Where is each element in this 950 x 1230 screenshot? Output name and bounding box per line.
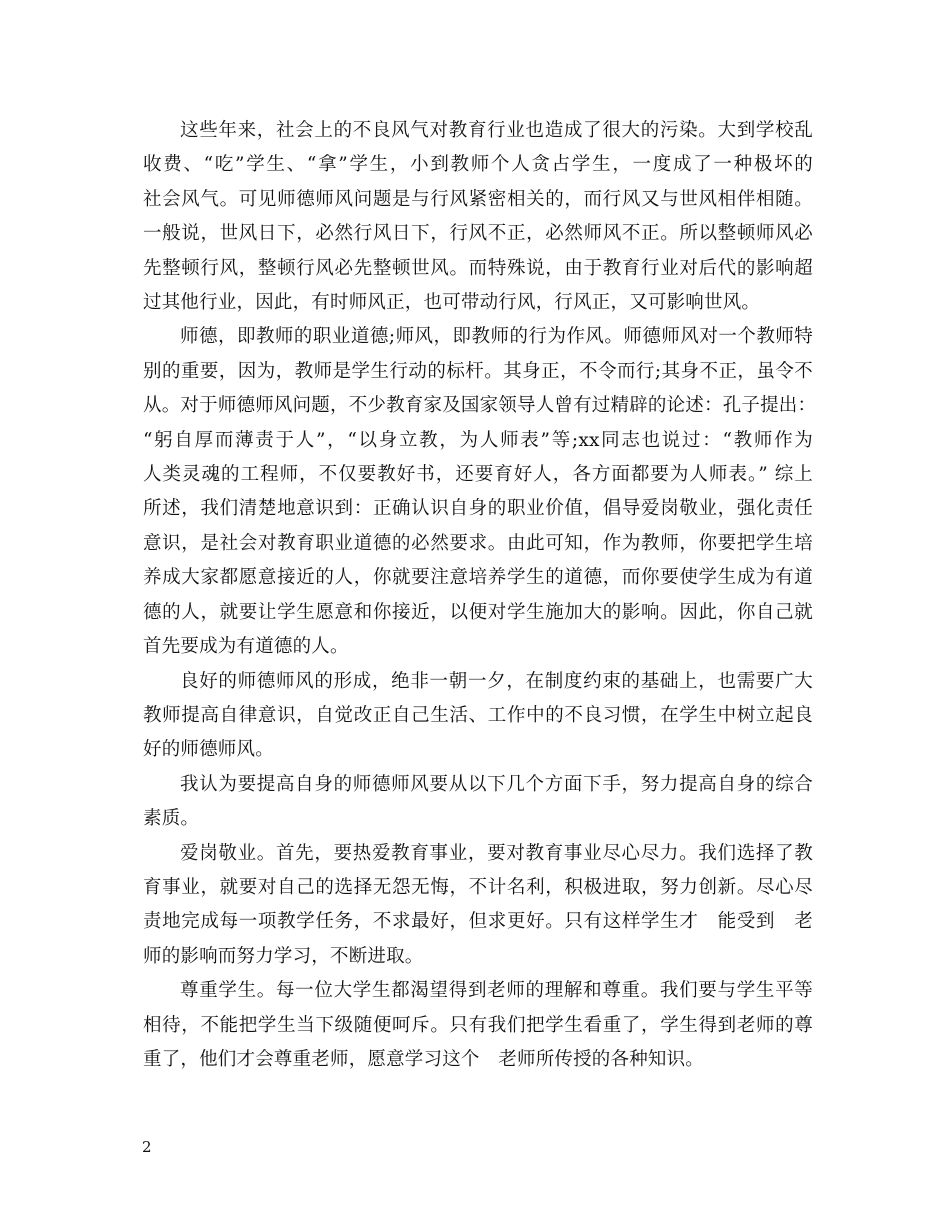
text-line: 责地完成每一项教学任务，不求最好，但求更好。只有这样学生才 能受到 老 <box>143 911 813 933</box>
text-line: 首先要成为有道德的人。 <box>143 636 349 658</box>
text-line: 养成大家都愿意接近的人，你就要注意培养学生的道德，而你要使学生成为有道 <box>143 567 813 589</box>
text-line: 好的师德师风。 <box>143 739 274 761</box>
text-line: 过其他行业，因此，有时师风正，也可带动行风，行风正，又可影响世风。 <box>143 292 761 314</box>
paragraph <box>143 320 817 664</box>
text-line: 社会风气。可见师德师风问题是与行风紧密相关的，而行风又与世风相伴相随。 <box>143 188 813 210</box>
text-line: 爱岗敬业。首先，要热爱教育事业，要对教育事业尽心尽力。我们选择了教 <box>180 842 813 864</box>
text-line: 所述，我们清楚地意识到：正确认识自身的职业价值，倡导爱岗敬业，强化责任 <box>143 498 813 520</box>
text-line: 收费、“吃”学生、“拿”学生，小到教师个人贪占学生，一度成了一种极坏的 <box>143 154 813 176</box>
paragraph <box>143 974 813 1077</box>
paragraph <box>143 114 813 320</box>
text-line: 德的人，就要让学生愿意和你接近，以便对学生施加大的影响。因此，你自己就 <box>143 601 813 623</box>
text-line: 师德，即教师的职业道德;师风，即教师的行为作风。师德师风对一个教师特 <box>180 326 813 348</box>
body-text <box>143 114 817 1077</box>
paragraph <box>143 837 813 975</box>
paragraph <box>143 665 813 768</box>
paragraph <box>143 768 813 837</box>
text-line: “躬自厚而薄责于人”，“以身立教，为人师表”等;xx同志也说过：“教师作为 <box>143 429 813 451</box>
text-line: 良好的师德师风的形成，绝非一朝一夕，在制度约束的基础上，也需要广大 <box>180 670 813 692</box>
text-line: 素质。 <box>143 808 200 830</box>
text-line: 别的重要，因为，教师是学生行动的标杆。其身正，不令而行;其身不正，虽令不 <box>143 360 813 382</box>
text-line: 先整顿行风，整顿行风必先整顿世风。而特殊说，由于教育行业对后代的影响超 <box>143 257 813 279</box>
page-number: 2 <box>142 1138 152 1156</box>
text-line: 尊重学生。每一位大学生都渴望得到老师的理解和尊重。我们要与学生平等 <box>180 980 813 1002</box>
text-line: 人类灵魂的工程师，不仅要教好书，还要育好人，各方面都要为人师表。” 综上 <box>143 464 813 486</box>
text-line: 我认为要提高自身的师德师风要从以下几个方面下手，努力提高自身的综合 <box>180 773 813 795</box>
text-line: 重了，他们才会尊重老师，愿意学习这个 老师所传授的各种知识。 <box>143 1048 705 1070</box>
text-line: 一般说，世风日下，必然行风日下，行风不正，必然师风不正。所以整顿师风必 <box>143 223 813 245</box>
text-line: 这些年来，社会上的不良风气对教育行业也造成了很大的污染。大到学校乱 <box>180 120 813 141</box>
text-line: 教师提高自律意识，自觉改正自己生活、工作中的不良习惯，在学生中树立起良 <box>143 704 813 726</box>
text-line: 从。对于师德师风问题，不少教育家及国家领导人曾有过精辟的论述：孔子提出： <box>143 395 817 417</box>
text-line: 师的影响而努力学习，不断进取。 <box>143 945 424 967</box>
text-line: 意识，是社会对教育职业道德的必然要求。由此可知，作为教师，你要把学生培 <box>143 532 813 554</box>
text-line: 育事业，就要对自己的选择无怨无悔，不计名利，积极进取，努力创新。尽心尽 <box>143 876 813 898</box>
text-line: 相待，不能把学生当下级随便呵斥。只有我们把学生看重了，学生得到老师的尊 <box>143 1014 813 1036</box>
